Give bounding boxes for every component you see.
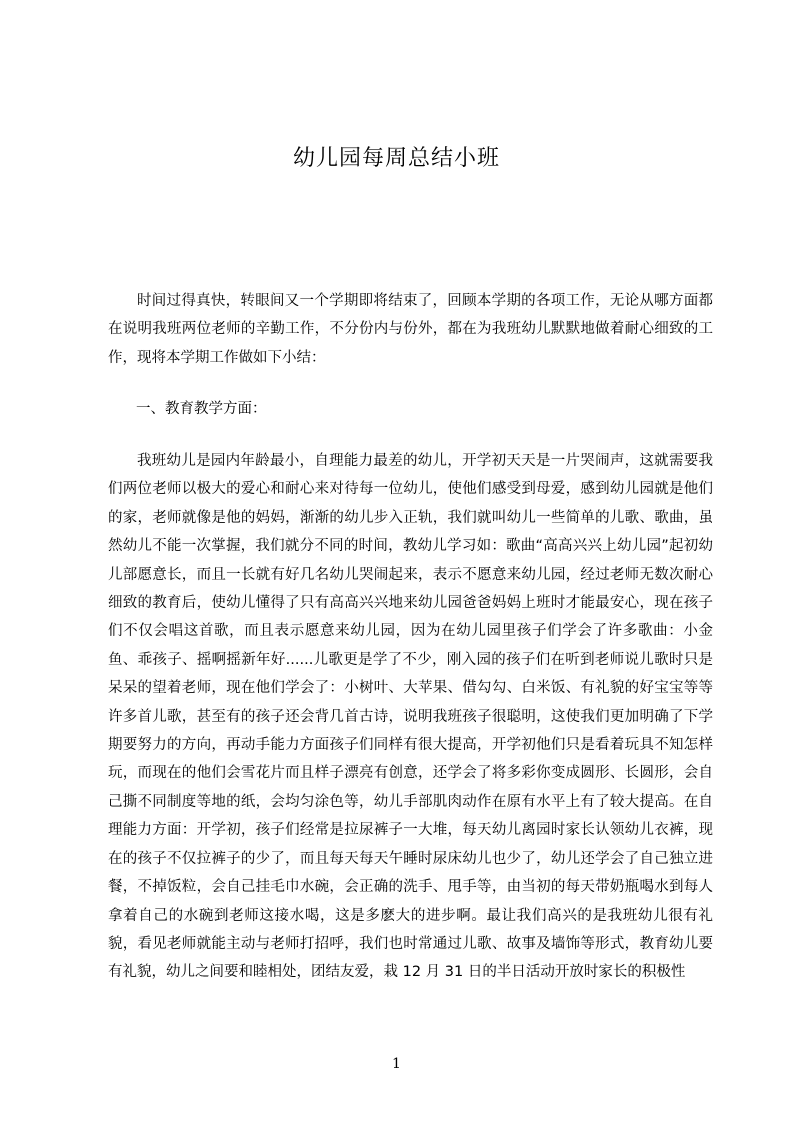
intro-paragraph: 时间过得真快，转眼间又一个学期即将结束了，回顾本学期的各项工作，无论从哪方面都在说明我班两位老师的辛勤工作，不分份内与份外，都在为我班幼儿默默地做着耐心细致的工作，现将本学期工作做如下小结： (108, 293, 713, 366)
body-paragraph: 我班幼儿是园内年龄最小，自理能力最差的幼儿，开学初天天是一片哭闹声，这就需要我们两位老师以极大的爱心和耐心来对待每一位幼儿，使他们感受到母爱，感到幼儿园就是他们的家，老师就像是他的妈妈，渐渐的幼儿步入正轨，我们就叫幼儿一些简单的儿歌、歌曲，虽然幼儿不能一次掌握，我们就分不同的时间，教幼儿学习如：歌曲“高高兴兴上幼儿园”起初幼儿部愿意长，而且一长就有好几名幼儿哭闹起来，表示不愿意来幼儿园，经过老师无数次耐心细致的教育后，使幼儿懂得了只有高高兴兴地来幼儿园爸爸妈妈上班时才能最安心，现在孩子们不仅会唱这首歌，而且表示愿意来幼儿园，因为在幼儿园里孩子们学会了许多歌曲：小金鱼、乖孩子、摇啊摇新年好......儿歌更是学了不少，刚入园的孩子们在听到老师说儿歌时只是呆呆的望着老师，现在他们学会了：小树叶、大苹果、借勾勾、白米饭、有礼貌的好宝宝等等许多首儿歌，甚至有的孩子还会背几首古诗，说明我班孩子很聪明，这使我们更加明确了下学期要努力的方向，再动手能力方面孩子们同样有很大提高，开学初他们只是看着玩具不知怎样玩，而现在的他们会雪花片而且样子漂亮有创意，还学会了将多彩你变成圆形、长圆形，会自己撕不同制度等地的纸，会均匀涂色等，幼儿手部肌肉动作在原有水平上有了较大提高。在自理能力方面：开学初，孩子们经常是拉尿裤子一大堆，每天幼儿离园时家长认领幼儿衣裤，现在的孩子不仅拉裤子的少了，而且每天每天午睡时尿床幼儿也少了，幼儿还学会了自己独立进餐，不掉饭粒，会自己挂毛巾水碗，会正确的洗手、甩手等，由当初的每天带奶瓶喝水到每人拿着自己的水碗到老师这接水喝，这是多麽大的进步啊。最让我们高兴的是我班幼儿很有礼貌，看见老师就能主动与老师打招呼，我们也时常通过儿歌、故事及墙饰等形式，教育幼儿要有礼貌，幼儿之间要和睦相处，团结友爱，栽 12 月 31 日的半日活动开放时家长的积极性 (108, 453, 713, 981)
document-title: 幼儿园每周总结小班 (292, 146, 500, 171)
page-number: 1 (392, 1056, 401, 1072)
section-heading: 一、教育教学方面： (136, 401, 267, 417)
